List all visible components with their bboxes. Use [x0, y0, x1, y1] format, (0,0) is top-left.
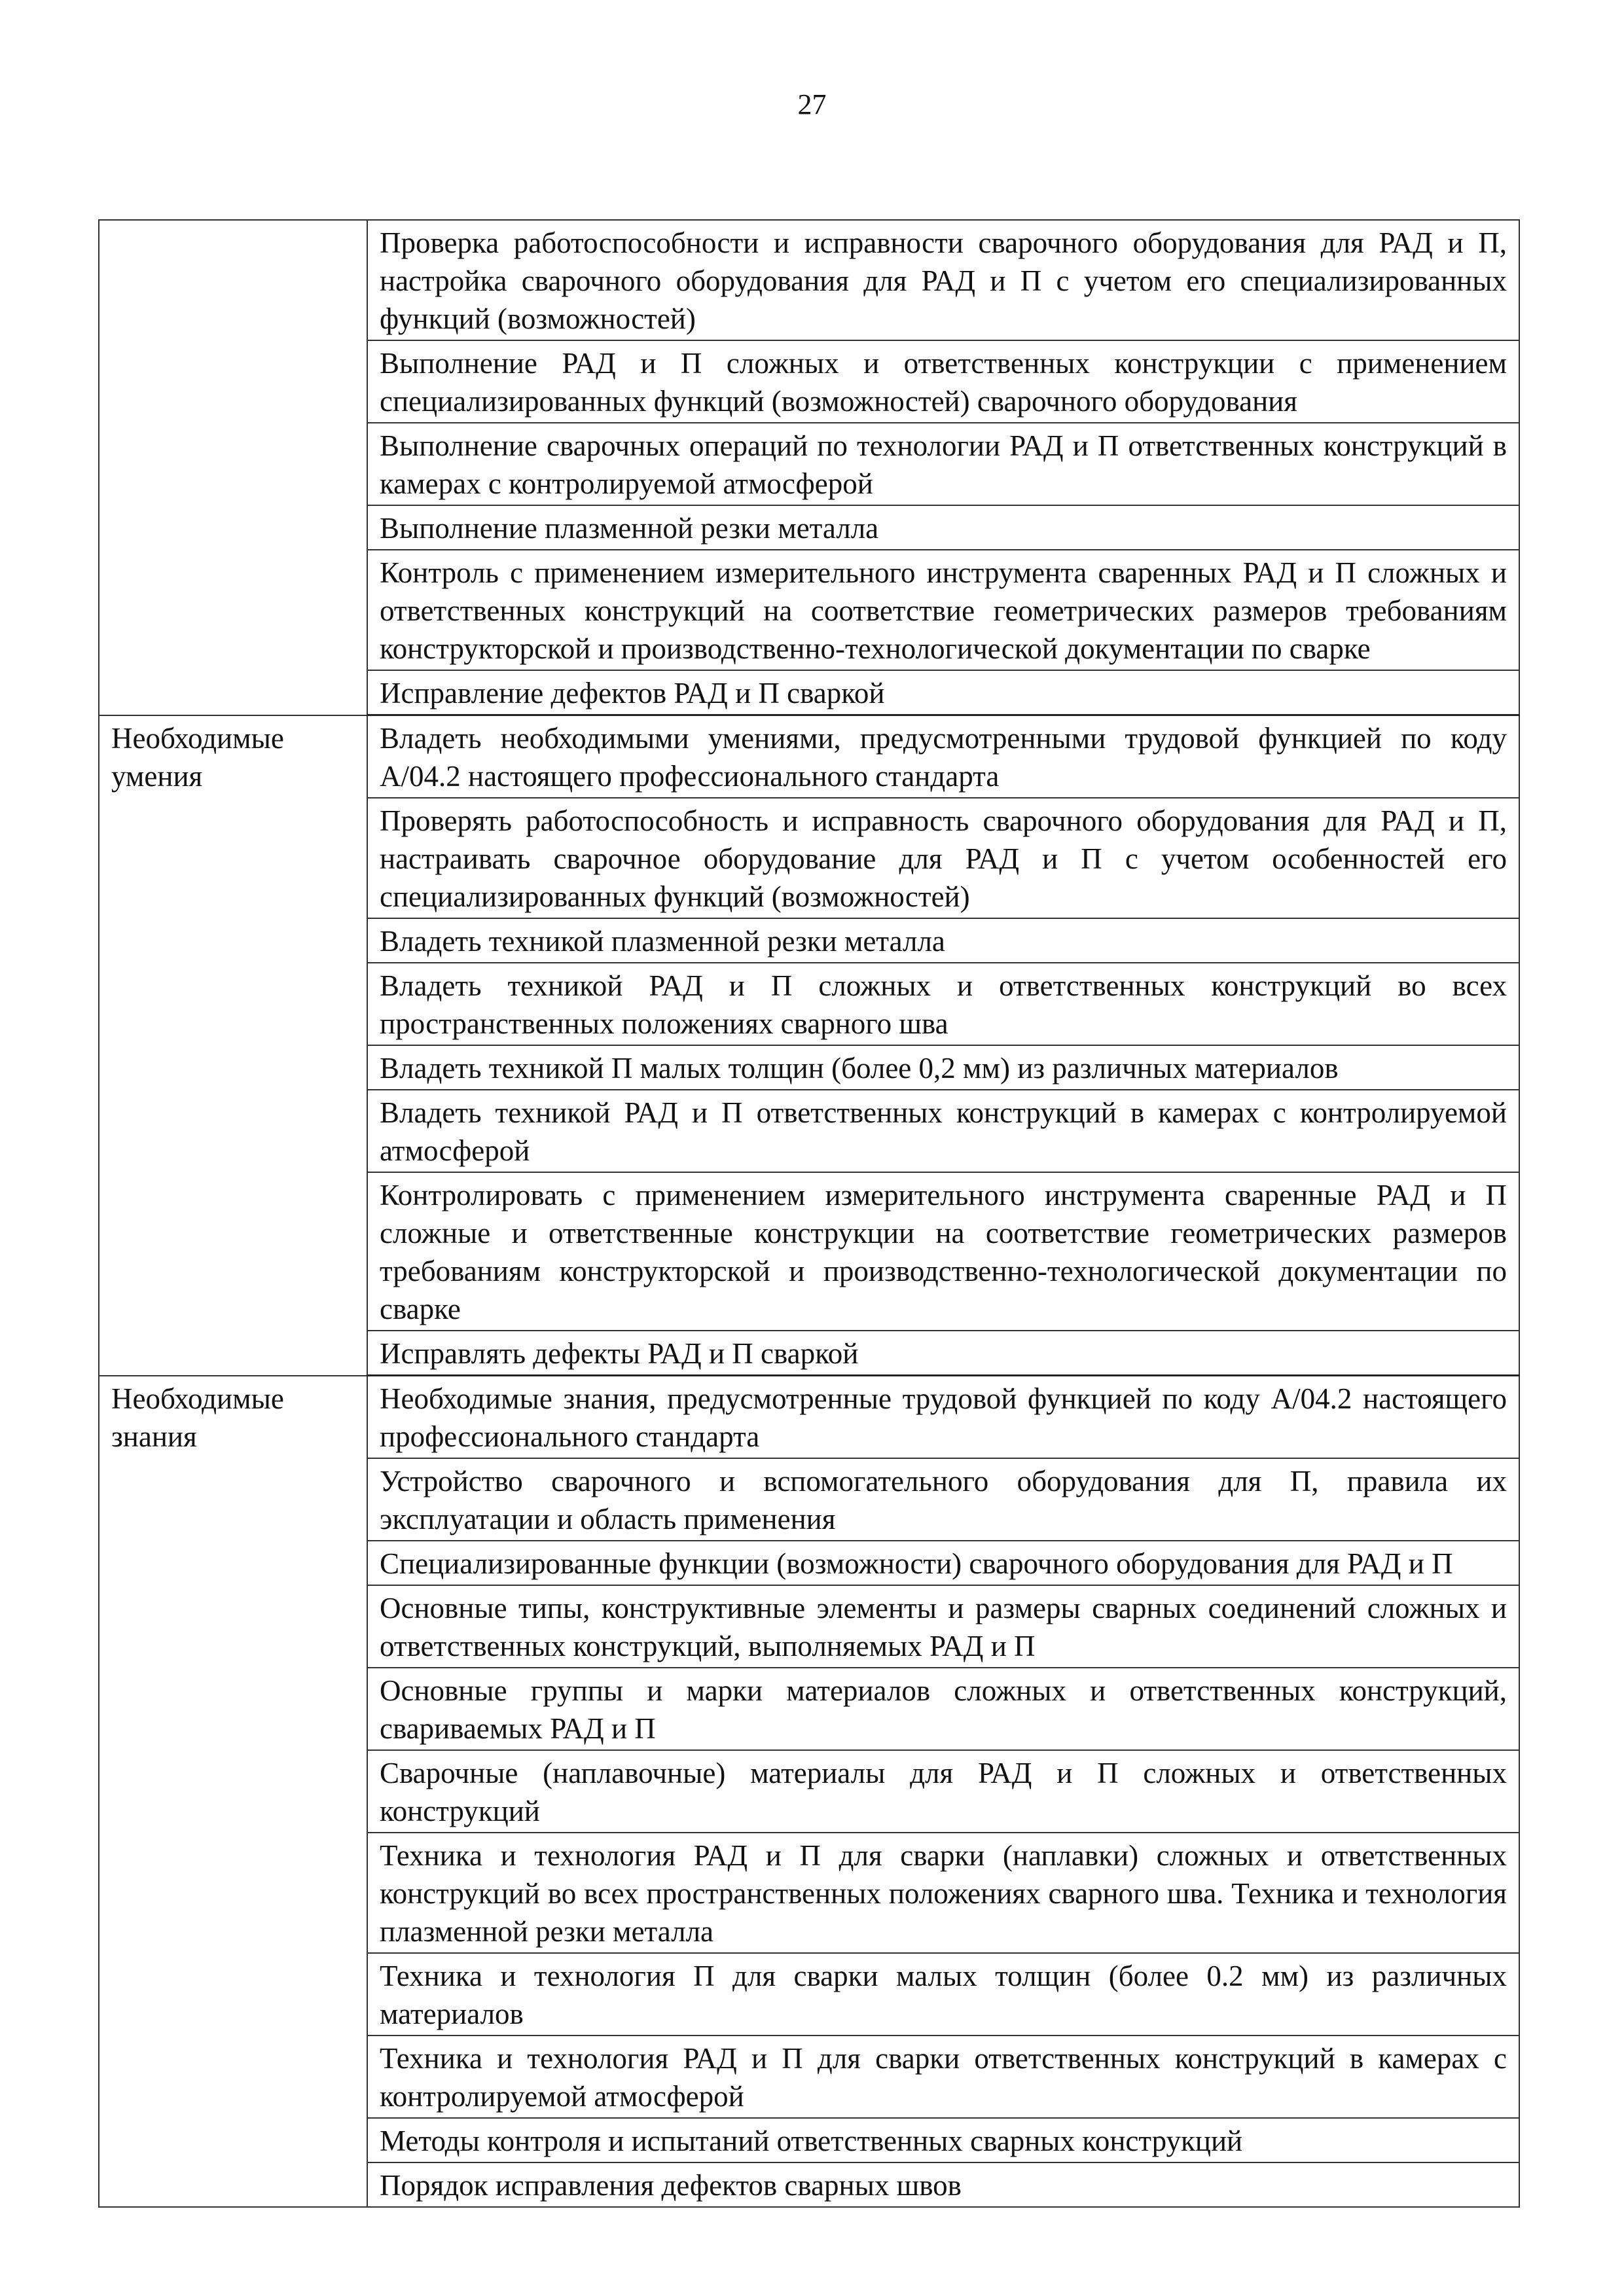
table-row — [99, 220, 1519, 340]
requirement-item: Порядок исправления дефектов сварных швов — [367, 2162, 1519, 2207]
requirement-item: Владеть необходимыми умениями, предусмотренными трудовой функцией по коду А/04.2 настоящего профессионального стандарта — [367, 715, 1519, 798]
requirement-item: Основные типы, конструктивные элементы и размеры сварных соединений сложных и ответственных конструкций, выполняемых РАД и П — [367, 1585, 1519, 1668]
requirement-item: Исправление дефектов РАД и П сваркой — [367, 670, 1519, 715]
requirement-item: Техника и технология РАД и П для сварки ответственных конструкций в камерах с контролируемой атмосферой — [367, 2036, 1519, 2118]
table-row — [99, 715, 1519, 798]
section-label — [99, 220, 367, 715]
requirement-item: Методы контроля и испытаний ответственных сварных конструкций — [367, 2118, 1519, 2162]
requirement-item: Техника и технология П для сварки малых толщин (более 0.2 мм) из различных материалов — [367, 1953, 1519, 2036]
requirement-item: Контролировать с применением измерительного инструмента сваренные РАД и П сложные и ответственные конструкции на соответствие геометрических размеров требованиям конструкторской и производственно-технологической документации по сварке — [367, 1172, 1519, 1331]
requirement-item: Владеть техникой РАД и П сложных и ответственных конструкций во всех пространственных положениях сварного шва — [367, 963, 1519, 1045]
requirement-item: Выполнение РАД и П сложных и ответственных конструкции с применением специализированных функций (возможностей) сварочного оборудования — [367, 340, 1519, 423]
requirement-item: Основные группы и марки материалов сложных и ответственных конструкций, свариваемых РАД и П — [367, 1668, 1519, 1750]
section-label: Необходимые знания — [99, 1376, 367, 2208]
requirement-item: Устройство сварочного и вспомогательного оборудования для П, правила их эксплуатации и область применения — [367, 1458, 1519, 1541]
section-label: Необходимые умения — [99, 715, 367, 1376]
requirement-item: Контроль с применением измерительного инструмента сваренных РАД и П сложных и ответственных конструкций на соответствие геометрических размеров требованиям конструкторской и производственно-технологической документации по сварке — [367, 550, 1519, 670]
requirement-item: Проверять работоспособность и исправность сварочного оборудования для РАД и П, настраивать сварочное оборудование для РАД и П с учетом особенностей его специализированных функций (возможностей) — [367, 798, 1519, 918]
requirement-item: Необходимые знания, предусмотренные трудовой функцией по коду А/04.2 настоящего профессионального стандарта — [367, 1376, 1519, 1459]
requirement-item: Выполнение плазменной резки металла — [367, 505, 1519, 550]
competency-table — [98, 219, 1520, 2208]
table-row — [99, 1376, 1519, 1459]
requirement-item: Сварочные (наплавочные) материалы для РАД и П сложных и ответственных конструкций — [367, 1750, 1519, 1833]
requirement-item: Техника и технология РАД и П для сварки (наплавки) сложных и ответственных конструкций во всех пространственных положениях сварного шва. Техника и технология плазменной резки металла — [367, 1833, 1519, 1953]
page-number: 27 — [797, 88, 827, 120]
requirement-item: Владеть техникой плазменной резки металла — [367, 918, 1519, 963]
requirement-item: Владеть техникой РАД и П ответственных конструкций в камерах с контролируемой атмосферой — [367, 1090, 1519, 1172]
requirement-item: Специализированные функции (возможности) сварочного оборудования для РАД и П — [367, 1541, 1519, 1585]
competency-table-body — [99, 220, 1519, 2207]
requirement-item: Исправлять дефекты РАД и П сваркой — [367, 1331, 1519, 1376]
requirement-item: Выполнение сварочных операций по технологии РАД и П ответственных конструкций в камерах с контролируемой атмосферой — [367, 423, 1519, 505]
requirement-item: Проверка работоспособности и исправности сварочного оборудования для РАД и П, настройка сварочного оборудования для РАД и П с учетом его специализированных функций (возможностей) — [367, 220, 1519, 340]
requirement-item: Владеть техникой П малых толщин (более 0,2 мм) из различных материалов — [367, 1045, 1519, 1090]
